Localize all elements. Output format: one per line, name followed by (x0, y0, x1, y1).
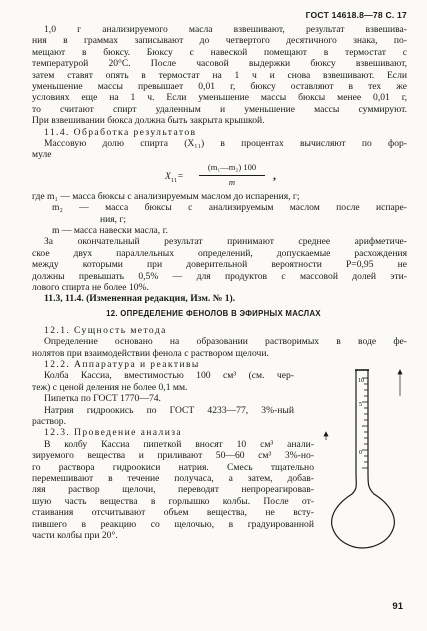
text-line: части колбы при 20°. (32, 530, 118, 541)
text-line: перемешивают в течение получаса, а затем, добав- (32, 473, 314, 484)
text-line: между которыми при доверительной вероятности P=0,95 не (32, 259, 407, 271)
scale-label: 10 (358, 378, 364, 384)
scale-label: 0 (359, 450, 362, 456)
scale-label: 5 (359, 402, 362, 408)
definition-line: m — масса навески масла, г. (52, 225, 168, 236)
page-header: ГОСТ 14618.8—78 С. 17 (305, 10, 407, 20)
text-line: стаивания отсчитывают объем вещества, не всту- (32, 507, 314, 519)
formula-denominator: m (228, 176, 236, 187)
text-line: уменьшение массы превышает 0,01 г, бюксу оставляют в тех же (32, 81, 407, 92)
text-line: ское двух параллельных определений, допускаемые расхождения (32, 247, 407, 259)
section-heading-12-2: 12.2. Аппаратура и реактивы (44, 359, 200, 370)
text-line: нолятов при взаимодействии фенола с раствором щелочи. (32, 347, 269, 359)
text-line: то считают спирт удаленным и уменьшение массы суммируют. (32, 103, 407, 115)
section-heading-12-1: 12.1. Сущность метода (44, 324, 167, 336)
text-line: мещают в бюксу. Бюксу с навеской помещают в термостат с (32, 46, 407, 58)
text-line: муле (32, 149, 52, 161)
definition-line: ния, г; (100, 213, 127, 225)
definition-line: m₂ — масса бюксы с анализируемым маслом после испаре- (52, 202, 407, 214)
definition-line: где m₁ — масса бюксы с анализируемым маслом до испарения, г; (32, 190, 300, 202)
cassia-flask-drawing (322, 366, 408, 551)
text-line: температурой 20°С. После часовой выдержки бюксу взвешивают, (32, 58, 407, 70)
text-line: го раствора гидроокиси натрия. Смесь тщательно (32, 461, 314, 473)
formula-lhs: $X_{11}=$ (165, 170, 184, 184)
text-line: Определение основано на образовании растворимых в воде фе- (44, 336, 407, 348)
text-line: должны превышать 0,5% — для продуктов с массовой долей эти- (32, 270, 407, 282)
text-line: За окончательный результат принимают среднее арифметиче- (44, 236, 407, 248)
text-line: затем ставят опять в термостат на 1 ч и снова взвешивают. Если (32, 69, 407, 81)
text-line: лового спирта не более 10%. (32, 282, 149, 293)
section-heading-12-3: 12.3. Проведение анализа (44, 427, 183, 439)
text-line: В колбу Кассиа пипеткой вносят 10 см³ анали- (44, 438, 314, 450)
text-line: Пипетка по ГОСТ 1770—74. (44, 393, 161, 405)
page-number: 91 (392, 600, 403, 612)
text-line: При взвешивании бюкса должна быть закрыта крышкой. (32, 115, 265, 127)
text-line: Массовую долю спирта (X₁₁) в процентах вычисляют по фор- (44, 138, 407, 149)
text-line: 1,0 г анализируемого масла взвешивают, результат взвешива- (44, 24, 407, 35)
fraction-bar (199, 175, 265, 176)
text-line: Натрия гидроокись по ГОСТ 4233—77, 3%-ный (44, 404, 294, 416)
text-line: ния в граммах записывают до четвертого десятичного знака, по- (32, 35, 407, 47)
edition-note: 11.3, 11.4. (Измененная редакция, Изм. № 1). (44, 293, 236, 305)
text-line: пившего в реакцию со щелочью, в градуированной (32, 518, 314, 530)
text-line: Колба Кассиа, вместимостью 100 см³ (см. чер- (44, 370, 294, 382)
text-line: шую часть вещества в горлышко колбы. После от- (32, 495, 314, 507)
text-line: условиях еще на 1 ч. Если уменьшение массы бюксы менее 0,01 г, (32, 92, 407, 104)
formula-numerator: (m₁—m₂) 100 (207, 161, 257, 172)
section-heading-11-4: 11.4. Обработка результатов (44, 126, 197, 138)
section-title-12: 12. ОПРЕДЕЛЕНИЕ ФЕНОЛОВ В ЭФИРНЫХ МАСЛАХ (106, 308, 321, 318)
text-line: теж) с ценой деления не более 0,1 мм. (32, 381, 188, 393)
formula-punctuation: , (273, 167, 276, 182)
text-line: ляя раствор щелочи, переводят непрореагировав- (32, 484, 314, 496)
formula (165, 163, 295, 193)
text-line: раствор. (32, 416, 66, 427)
text-line: зируемого вещества и приливают 50—60 см³ 3%-но- (32, 450, 314, 462)
